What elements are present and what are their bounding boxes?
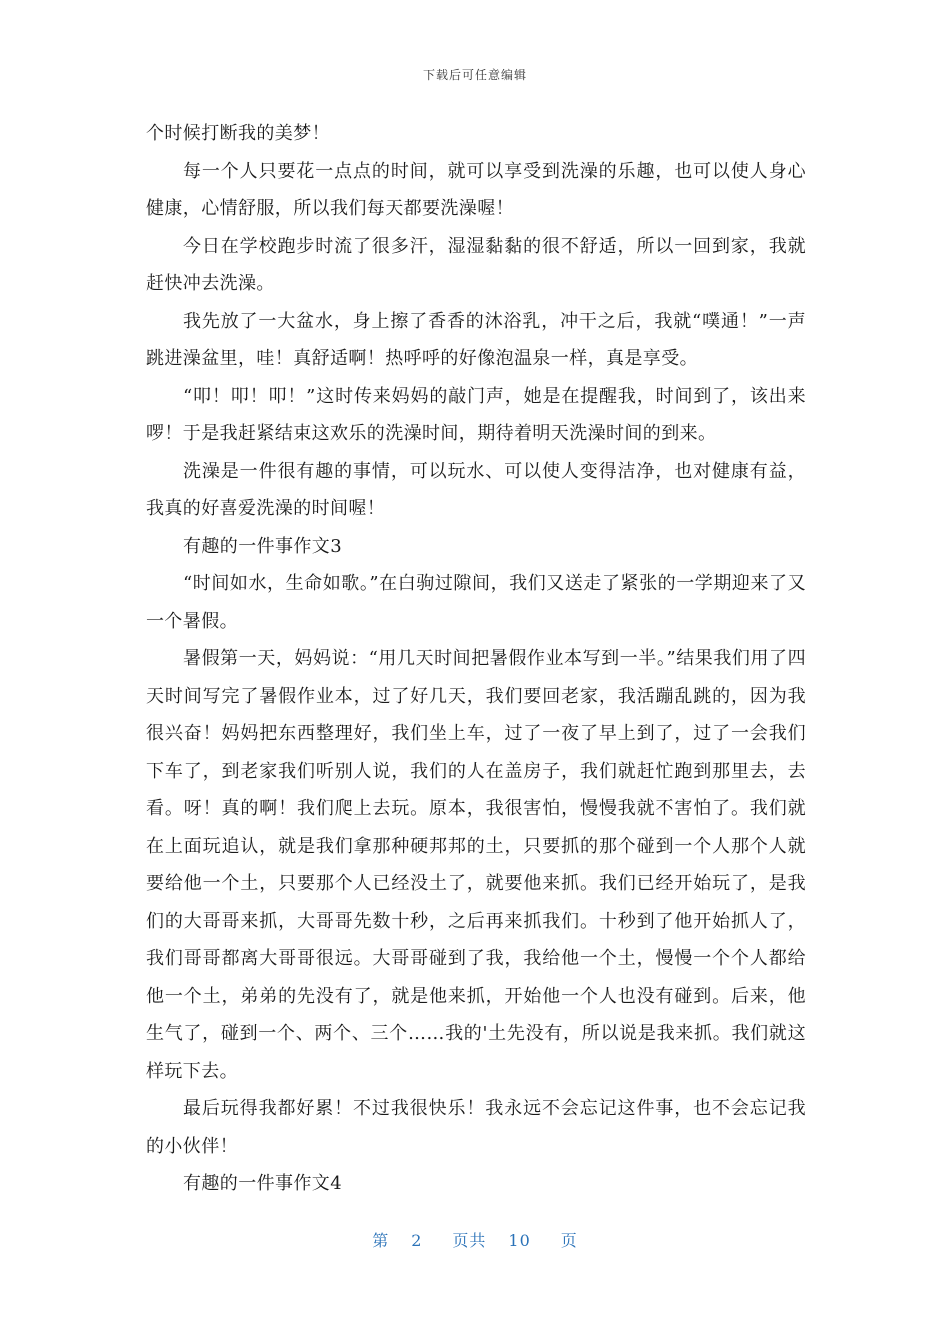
footer-prefix: 第 [372, 1231, 390, 1250]
footer-middle: 页共 [452, 1231, 487, 1250]
current-page-number: 2 [411, 1231, 423, 1250]
paragraph: 暑假第一天，妈妈说：“用几天时间把暑假作业本写到一半。”结果我们用了四天时间写完了暑假作业本，过了好几天，我们要回老家，我活蹦乱跳的，因为我很兴奋！妈妈把东西整理好，我们坐上车，过了一夜了早上到了，过了一会我们下车了，到老家我们听别人说，我们的人在盖房子，我们就赶忙跑到那里去，去看。呀！真的啊！我们爬上去玩。原本，我很害怕，慢慢我就不害怕了。我们就在上面玩追认，就是我们拿那种硬邦邦的土，只要抓的那个碰到一个人那个人就要给他一个土，只要那个人已经没土了，就要他来抓。我们已经开始玩了，是我们的大哥哥来抓，大哥哥先数十秒，之后再来抓我们。十秒到了他开始抓人了，我们哥哥都离大哥哥很远。大哥哥碰到了我，我给他一个土，慢慢一个个人都给他一个土，弟弟的先没有了，就是他来抓，开始他一个人也没有碰到。后来，他生气了，碰到一个、两个、三个……我的'土先没有，所以说是我来抓。我们就这样玩下去。 [146, 648, 806, 1082]
page-footer [0, 1228, 950, 1251]
section-title: 有趣的一件事作文4 [183, 1173, 343, 1194]
paragraph: 今日在学校跑步时流了很多汗，湿湿黏黏的很不舒适，所以一回到家，我就赶快冲去洗澡。 [146, 235, 806, 294]
paragraph: 每一个人只要花一点点的时间，就可以享受到洗澡的乐趣，也可以使人身心健康，心情舒服，所以我们每天都要洗澡喔！ [146, 160, 806, 219]
paragraph: 个时候打断我的美梦！ [146, 123, 330, 144]
paragraph: “时间如水，生命如歌。”在白驹过隙间，我们又送走了紧张的一学期迎来了又一个暑假。 [146, 573, 806, 632]
total-pages-number: 10 [508, 1231, 531, 1250]
page-header: 下载后可任意编辑 [422, 68, 527, 82]
paragraph: 最后玩得我都好累！不过我很快乐！我永远不会忘记这件事，也不会忘记我的小伙伴！ [146, 1098, 806, 1157]
paragraph: 我先放了一大盆水，身上擦了香香的沐浴乳，冲干之后，我就“噗通！”一声跳进澡盆里，哇！真舒适啊！热呼呼的好像泡温泉一样，真是享受。 [146, 310, 806, 369]
paragraph: “叩！叩！叩！”这时传来妈妈的敲门声，她是在提醒我，时间到了，该出来啰！于是我赶紧结束这欢乐的洗澡时间，期待着明天洗澡时间的到来。 [146, 385, 806, 444]
footer-suffix: 页 [560, 1231, 578, 1250]
section-title: 有趣的一件事作文3 [183, 535, 343, 557]
paragraph: 洗澡是一件很有趣的事情，可以玩水、可以使人变得洁净，也对健康有益，我真的好喜爱洗澡的时间喔！ [146, 460, 806, 519]
document-body [146, 115, 806, 1203]
